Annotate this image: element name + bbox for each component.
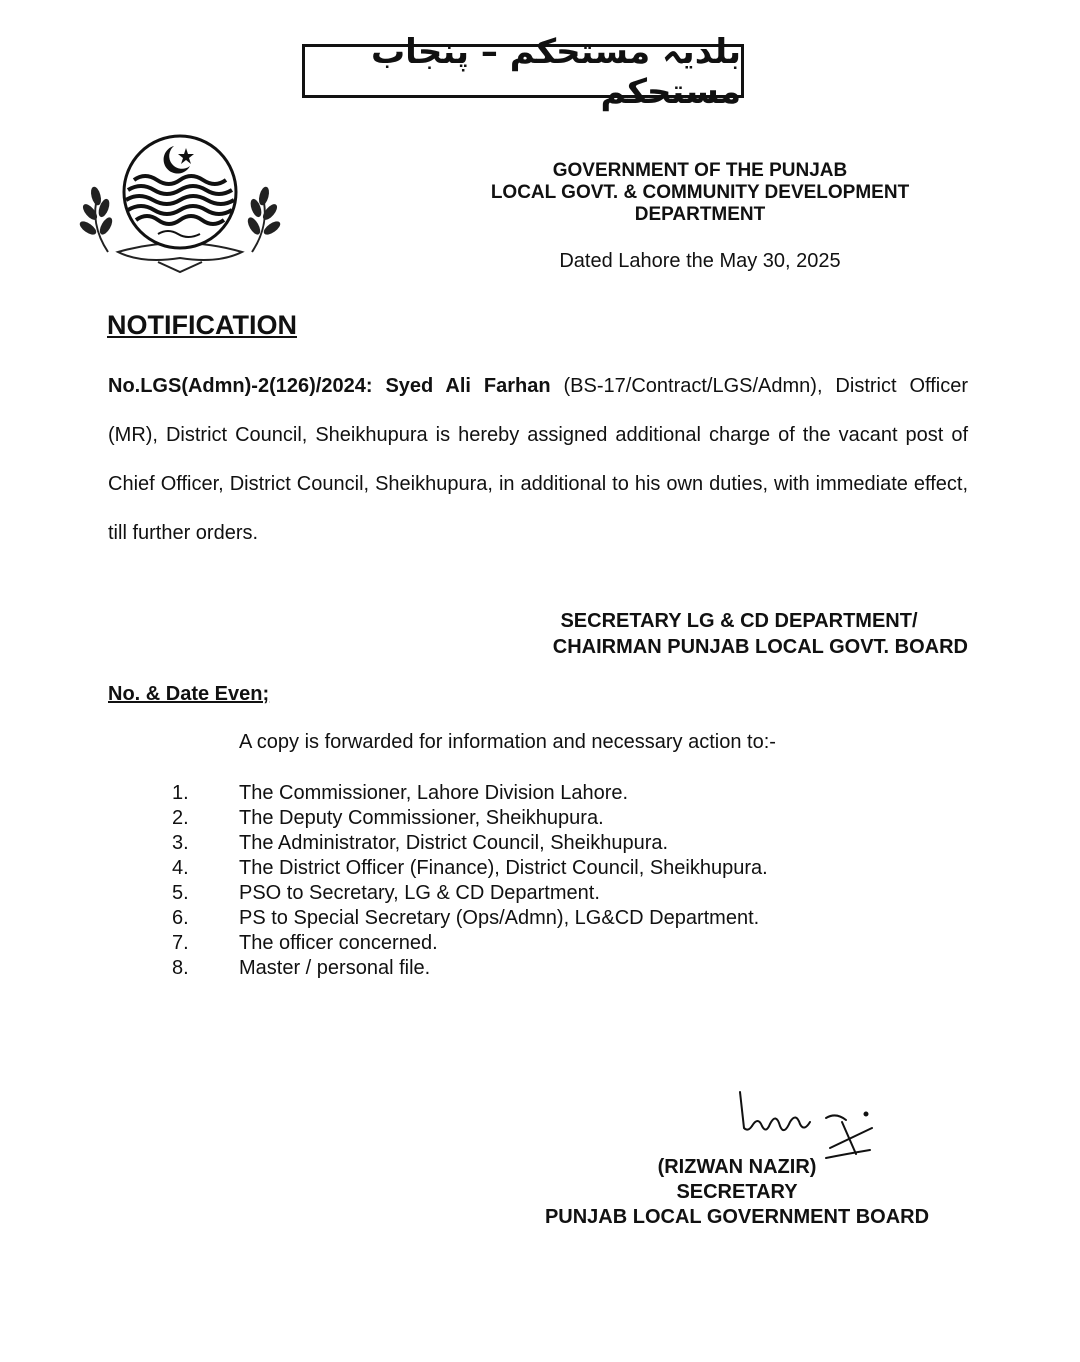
list-item: 3. The Administrator, District Council, Sheikhupura. (172, 832, 669, 854)
signatory-organization: PUNJAB LOCAL GOVERNMENT BOARD (544, 1206, 930, 1228)
notification-body: No.LGS(Admn)-2(126)/2024: Syed Ali Farhan (BS-17/Contract/LGS/Admn), District Officer (MR), District Council, Sheikhupura is hereby assigned additional charge of the vacant post of Chief Officer, District Council, Sheikhupura, in additional to his own duties, with immediate effect, till further orders. (108, 375, 968, 544)
notification-title: NOTIFICATION (107, 310, 297, 340)
punjab-emblem-icon (78, 134, 282, 276)
notification-number: No.LGS(Admn)-2(126)/2024 (108, 375, 366, 397)
header-line-2: LOCAL GOVT. & COMMUNITY DEVELOPMENT (490, 182, 910, 203)
secretary-line-2: CHAIRMAN PUNJAB LOCAL GOVT. BOARD (552, 636, 968, 658)
list-item: 7. The officer concerned. (172, 932, 438, 954)
list-item: 1. The Commissioner, Lahore Division Lahore. (172, 782, 629, 804)
secretary-line-1: SECRETARY LG & CD DEPARTMENT/ (560, 610, 918, 632)
signatory-designation: SECRETARY (676, 1181, 798, 1203)
list-item: 8. Master / personal file. (172, 957, 431, 979)
copy-forward-intro: A copy is forwarded for information and necessary action to:- (239, 731, 776, 753)
list-item: 6. PS to Special Secretary (Ops/Admn), LG&CD Department. (172, 907, 760, 929)
urdu-slogan-banner: بلدیہ مستحکم – پنجاب مستحکم (302, 44, 744, 98)
header-line-1: GOVERNMENT OF THE PUNJAB (552, 160, 848, 181)
list-item: 2. The Deputy Commissioner, Sheikhupura. (172, 807, 604, 829)
header-line-3: DEPARTMENT (634, 204, 766, 225)
list-item: 4. The District Officer (Finance), District Council, Sheikhupura. (172, 857, 768, 879)
endorsement-heading: No. & Date Even; (108, 683, 270, 705)
department-header (440, 160, 960, 226)
secretary-designation-block (470, 608, 968, 660)
signatory-block (520, 1155, 954, 1230)
officer-name: Syed Ali Farhan (385, 375, 551, 397)
dated-line: Dated Lahore the May 30, 2025 (559, 250, 841, 272)
distribution-list (172, 781, 768, 981)
list-item: 5. PSO to Secretary, LG & CD Department. (172, 882, 600, 904)
signatory-name: (RIZWAN NAZIR) (657, 1156, 817, 1178)
notification-text: (BS-17/Contract/LGS/Admn), District Officer (MR), District Council, Sheikhupura is hereby assigned additional charge of the vacant post of Chief Officer, District Council, Sheikhupura, in additional to his own duties, with immediate effect, till further orders. (108, 375, 968, 544)
